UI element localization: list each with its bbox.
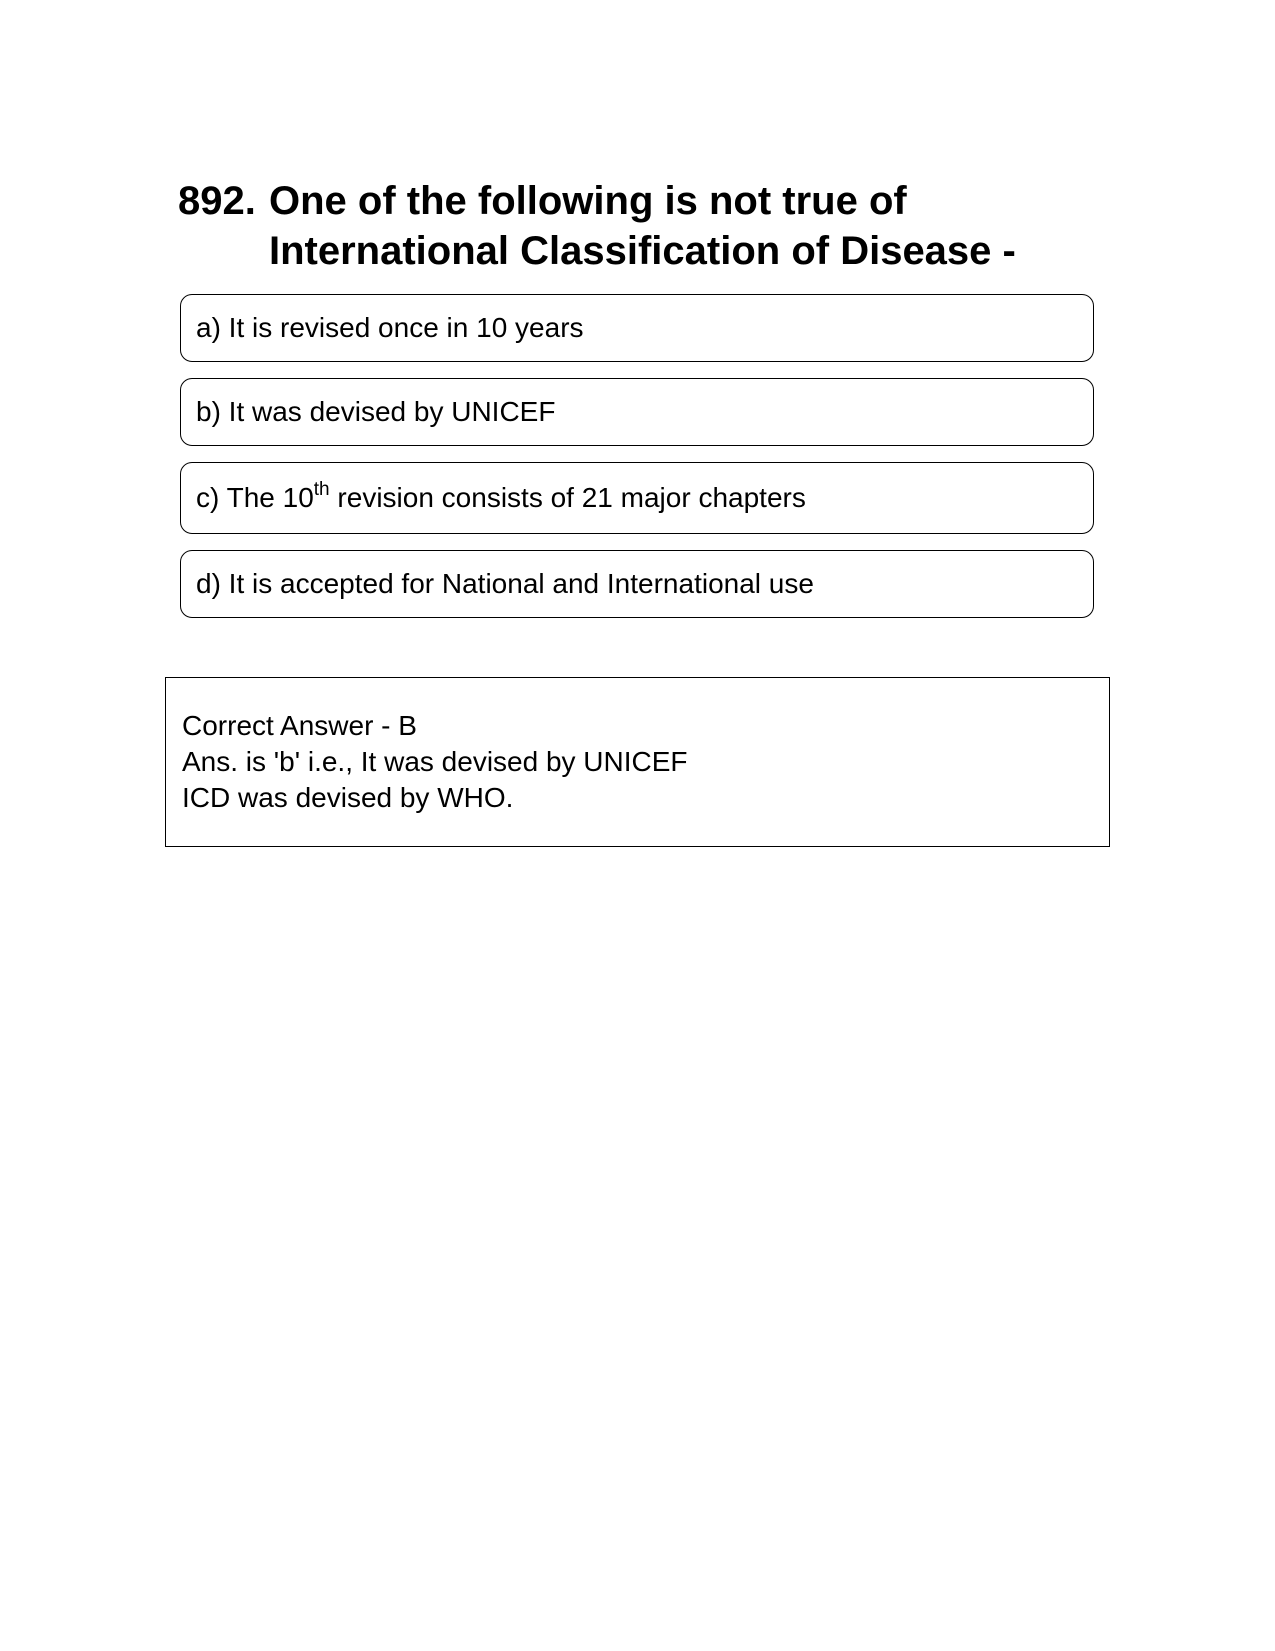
question-number: 892. (178, 179, 256, 223)
option-c[interactable] (180, 462, 1094, 534)
option-a-label: a) It is revised once in 10 years (196, 312, 584, 343)
option-c-suffix: revision consists of 21 major chapters (329, 482, 806, 513)
question-text-line-1: One of the following is not true of (269, 179, 907, 223)
option-d-label: d) It is accepted for National and International use (196, 568, 814, 599)
question-text-line-2: International Classification of Disease - (269, 229, 1016, 273)
option-b-label: b) It was devised by UNICEF (196, 396, 556, 427)
answer-explanation: Ans. is 'b' i.e., It was devised by UNICEF (182, 746, 688, 777)
question-text (269, 176, 1098, 276)
option-c-prefix: c) The 10 (196, 482, 314, 513)
option-c-label (196, 478, 806, 514)
option-a[interactable] (180, 294, 1094, 362)
answer-note: ICD was devised by WHO. (182, 782, 514, 813)
correct-answer: Correct Answer - B (182, 710, 417, 741)
option-c-superscript: th (313, 478, 330, 500)
answer-box (165, 677, 1110, 847)
option-b[interactable] (180, 378, 1094, 446)
option-d[interactable] (180, 550, 1094, 618)
question-heading (178, 176, 1098, 276)
